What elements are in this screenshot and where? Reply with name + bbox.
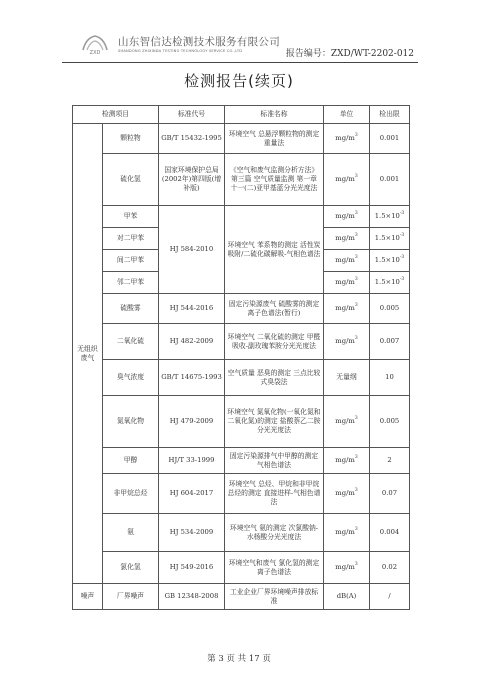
row-limit: 0.007 bbox=[370, 324, 410, 360]
row-limit: 10 bbox=[370, 360, 410, 396]
row-std-code: HJ 482-2009 bbox=[159, 324, 225, 360]
table-row bbox=[73, 294, 410, 324]
row-limit: 2 bbox=[370, 448, 410, 474]
logo-text: ZXD bbox=[89, 50, 101, 56]
row-limit: $1.5\times 10^{-3}$ bbox=[370, 228, 410, 250]
row-unit: $mg/m^3$ bbox=[324, 272, 370, 294]
row-std-name: 环境空气和废气 氯化氢的测定 离子色谱法 bbox=[225, 552, 324, 584]
row-limit: 0.07 bbox=[370, 474, 410, 514]
row-unit: $mg/m^3$ bbox=[324, 396, 370, 448]
row-std-code: HJ 544-2016 bbox=[159, 294, 225, 324]
row-std-code: 国家环境保护总局(2002年)第四版(增补版) bbox=[159, 154, 225, 206]
row-item: 厂界噪声 bbox=[103, 584, 159, 610]
row-item: 臭气浓度 bbox=[103, 360, 159, 396]
row-limit: 0.004 bbox=[370, 514, 410, 552]
table-row bbox=[73, 124, 410, 154]
row-unit: $mg/m^3$ bbox=[324, 294, 370, 324]
row-std-name: 环境空气 苯系物的测定 活性炭吸附/二硫化碳解吸-气相色谱法 bbox=[225, 206, 324, 294]
row-std-name: 固定污染源排气中甲醇的测定 气相色谱法 bbox=[225, 448, 324, 474]
row-std-name: 固定污染源废气 硫酸雾的测定 离子色谱法(暂行) bbox=[225, 294, 324, 324]
row-unit: $mg/m^3$ bbox=[324, 324, 370, 360]
row-std-name: 环境空气 总烃、甲烷和非甲烷总烃的测定 直接进样-气相色谱法 bbox=[225, 474, 324, 514]
row-unit: dB(A) bbox=[324, 584, 370, 610]
table-header-row bbox=[73, 106, 410, 124]
report-number-value: ZXD/WT-2202-012 bbox=[330, 49, 414, 59]
row-limit: 0.005 bbox=[370, 396, 410, 448]
table-row bbox=[73, 324, 410, 360]
row-std-code: HJ 479-2009 bbox=[159, 396, 225, 448]
row-std-code: GB/T 14675-1993 bbox=[159, 360, 225, 396]
row-item: 二氧化硫 bbox=[103, 324, 159, 360]
row-item: 甲醇 bbox=[103, 448, 159, 474]
row-item: 颗粒物 bbox=[103, 124, 159, 154]
group-label: 无组织废气 bbox=[73, 124, 103, 584]
row-item: 氯化氢 bbox=[103, 552, 159, 584]
header-limit: 检出限 bbox=[370, 106, 410, 124]
row-unit: $mg/m^3$ bbox=[324, 124, 370, 154]
row-unit: 无量纲 bbox=[324, 360, 370, 396]
row-limit: 0.001 bbox=[370, 154, 410, 206]
header-unit: 单位 bbox=[324, 106, 370, 124]
row-std-name: 空气质量 恶臭的测定 三点比较式臭袋法 bbox=[225, 360, 324, 396]
table-row-noise bbox=[73, 584, 410, 610]
row-unit: $mg/m^3$ bbox=[324, 228, 370, 250]
noise-label: 噪声 bbox=[73, 584, 103, 610]
row-std-code: HJ/T 33-1999 bbox=[159, 448, 225, 474]
report-number-label: 报告编号： bbox=[285, 49, 331, 59]
row-unit: $mg/m^3$ bbox=[324, 448, 370, 474]
table-row bbox=[73, 474, 410, 514]
row-limit: 0.001 bbox=[370, 124, 410, 154]
row-std-code: HJ 604-2017 bbox=[159, 474, 225, 514]
row-limit: 0.02 bbox=[370, 552, 410, 584]
row-item: 氨 bbox=[103, 514, 159, 552]
table-row bbox=[73, 206, 410, 228]
table-row bbox=[73, 360, 410, 396]
row-item: 硫酸雾 bbox=[103, 294, 159, 324]
page-header bbox=[62, 32, 418, 63]
company-logo-icon bbox=[80, 32, 110, 56]
row-std-name: 环境空气 总悬浮颗粒物的测定 重量法 bbox=[225, 124, 324, 154]
row-unit: $mg/m^3$ bbox=[324, 206, 370, 228]
header-item: 检测项目 bbox=[73, 106, 159, 124]
row-limit: 0.005 bbox=[370, 294, 410, 324]
row-unit: $mg/m^3$ bbox=[324, 474, 370, 514]
row-item: 非甲烷总烃 bbox=[103, 474, 159, 514]
row-item: 间二甲苯 bbox=[103, 250, 159, 272]
row-limit: $1.5\times 10^{-3}$ bbox=[370, 206, 410, 228]
table-row bbox=[73, 514, 410, 552]
table-row bbox=[73, 552, 410, 584]
row-unit: $mg/m^3$ bbox=[324, 154, 370, 206]
row-std-code: HJ 534-2009 bbox=[159, 514, 225, 552]
row-item: 邻二甲苯 bbox=[103, 272, 159, 294]
row-limit: / bbox=[370, 584, 410, 610]
company-name-cn: 山东智信达检测技术服务有限公司 bbox=[118, 36, 280, 48]
company-name-en: SHANDONG ZHIXINDA TESTING TECHNOLOGY SERVICE CO.,LTD bbox=[118, 49, 243, 53]
page-title: 检测报告(续页) bbox=[184, 72, 294, 90]
report-number bbox=[286, 46, 414, 59]
row-std-name: 环境空气 氨的测定 次氯酸钠-水杨酸分光光度法 bbox=[225, 514, 324, 552]
row-std-code: GB 12348-2008 bbox=[159, 584, 225, 610]
row-std-code: HJ 549-2016 bbox=[159, 552, 225, 584]
row-std-name: 《空气和废气监测分析方法》第三篇 空气质量监测 第一章 十一(二)亚甲基蓝分光光度法 bbox=[225, 154, 324, 206]
row-limit: $1.5\times 10^{-3}$ bbox=[370, 272, 410, 294]
page-footer: 第 3 页 共 17 页 bbox=[207, 654, 271, 664]
row-std-name: 工业企业厂界环境噪声排放标准 bbox=[225, 584, 324, 610]
table-row bbox=[73, 396, 410, 448]
row-unit: $mg/m^3$ bbox=[324, 514, 370, 552]
row-std-name: 环境空气 氮氧化物(一氧化氮和二氧化氮)的测定 盐酸萘乙二胺分光光度法 bbox=[225, 396, 324, 448]
row-item: 氮氧化物 bbox=[103, 396, 159, 448]
row-unit: $mg/m^3$ bbox=[324, 250, 370, 272]
row-std-code: HJ 584-2010 bbox=[159, 206, 225, 294]
table-row bbox=[73, 154, 410, 206]
header-std-name: 标准名称 bbox=[225, 106, 324, 124]
test-methods-table bbox=[72, 105, 410, 610]
row-std-code: GB/T 15432-1995 bbox=[159, 124, 225, 154]
row-item: 甲苯 bbox=[103, 206, 159, 228]
row-unit: $mg/m^3$ bbox=[324, 552, 370, 584]
row-item: 硫化氢 bbox=[103, 154, 159, 206]
row-std-name: 环境空气 二氧化硫的测定 甲醛吸收-副玫瑰苯胺分光光度法 bbox=[225, 324, 324, 360]
table-row bbox=[73, 448, 410, 474]
row-item: 对二甲苯 bbox=[103, 228, 159, 250]
header-std-code: 标准代号 bbox=[159, 106, 225, 124]
row-limit: $1.5\times 10^{-3}$ bbox=[370, 250, 410, 272]
